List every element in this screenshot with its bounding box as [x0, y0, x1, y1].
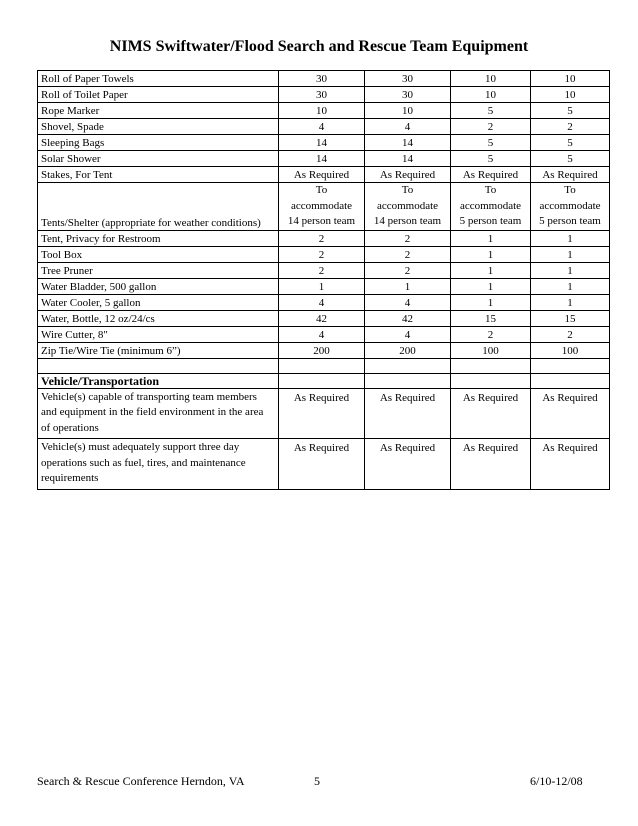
quantity-cell: 100 — [451, 342, 531, 358]
quantity-cell: 1 — [531, 230, 610, 246]
table-row — [38, 230, 610, 246]
quantity-cell: 42 — [279, 310, 365, 326]
quantity-cell: 2 — [451, 326, 531, 342]
quantity-cell: 30 — [279, 71, 365, 87]
quantity-cell: 1 — [531, 262, 610, 278]
quantity-cell — [451, 183, 531, 231]
quantity-cell: 2 — [279, 262, 365, 278]
blank-cell — [451, 358, 531, 373]
quantity-cell: 4 — [365, 294, 451, 310]
quantity-cell: 10 — [531, 87, 610, 103]
quantity-cell: 200 — [279, 342, 365, 358]
quantity-cell: 1 — [279, 278, 365, 294]
quantity-cell: 10 — [531, 71, 610, 87]
quantity-cell: 5 — [451, 135, 531, 151]
quantity-line: To — [401, 184, 414, 196]
quantity-line: accommodate — [376, 199, 439, 212]
quantity-cell: As Required — [365, 439, 451, 490]
quantity-cell: 1 — [451, 278, 531, 294]
quantity-line: accommodate — [539, 199, 601, 212]
quantity-cell: 10 — [451, 71, 531, 87]
quantity-line: To — [484, 184, 497, 196]
quantity-cell — [531, 183, 610, 231]
item-label: Shovel, Spade — [38, 119, 279, 135]
quantity-cell: 2 — [279, 230, 365, 246]
table-row — [38, 71, 610, 87]
item-label: Water Cooler, 5 gallon — [38, 294, 279, 310]
section-row — [38, 373, 610, 388]
item-label: Roll of Paper Towels — [38, 71, 279, 87]
item-label: Water Bladder, 500 gallon — [38, 278, 279, 294]
quantity-cell: 2 — [451, 119, 531, 135]
quantity-cell: 100 — [531, 342, 610, 358]
item-label: Wire Cutter, 8" — [38, 326, 279, 342]
table-row — [38, 342, 610, 358]
quantity-cell: 200 — [365, 342, 451, 358]
footer-conference: Search & Rescue Conference Herndon, VA — [37, 774, 245, 788]
quantity-cell: As Required — [531, 388, 610, 439]
quantity-cell: 1 — [451, 294, 531, 310]
quantity-cell: 10 — [279, 103, 365, 119]
quantity-line: 14 person team — [287, 215, 356, 227]
quantity-cell — [279, 183, 365, 231]
quantity-cell: 14 — [365, 135, 451, 151]
item-label: Water, Bottle, 12 oz/24/cs — [38, 310, 279, 326]
table-row — [38, 183, 610, 231]
quantity-cell: 1 — [531, 278, 610, 294]
quantity-cell: 2 — [365, 262, 451, 278]
quantity-line: 14 person team — [373, 215, 442, 227]
quantity-cell: As Required — [451, 439, 531, 490]
quantity-cell: 2 — [531, 326, 610, 342]
item-label: Tent, Privacy for Restroom — [38, 230, 279, 246]
blank-cell — [279, 358, 365, 373]
quantity-cell: 2 — [279, 246, 365, 262]
table-row — [38, 326, 610, 342]
footer-page-number: 5 — [314, 774, 320, 788]
quantity-cell: As Required — [365, 167, 451, 183]
table-row — [38, 119, 610, 135]
section-heading: Vehicle/Transportation — [38, 373, 279, 388]
item-label: Solar Shower — [38, 151, 279, 167]
blank-cell — [365, 358, 451, 373]
item-label: Tool Box — [38, 246, 279, 262]
quantity-cell: 14 — [279, 135, 365, 151]
quantity-cell: 4 — [365, 326, 451, 342]
blank-cell — [38, 358, 279, 373]
table-row — [38, 103, 610, 119]
blank-row — [38, 358, 610, 373]
quantity-cell: 2 — [365, 230, 451, 246]
quantity-cell: As Required — [279, 439, 365, 490]
quantity-cell: 1 — [365, 278, 451, 294]
quantity-cell — [365, 183, 451, 231]
table-row — [38, 310, 610, 326]
quantity-cell: As Required — [279, 167, 365, 183]
quantity-cell: 1 — [451, 246, 531, 262]
quantity-cell: 4 — [279, 294, 365, 310]
table-row — [38, 439, 610, 490]
quantity-cell: As Required — [451, 388, 531, 439]
quantity-cell: 14 — [365, 151, 451, 167]
quantity-cell: As Required — [531, 439, 610, 490]
quantity-cell: 30 — [365, 71, 451, 87]
quantity-cell: 5 — [451, 151, 531, 167]
quantity-cell: 4 — [279, 119, 365, 135]
quantity-cell: 4 — [365, 119, 451, 135]
blank-cell — [279, 373, 365, 388]
quantity-cell: 10 — [365, 103, 451, 119]
table-row — [38, 278, 610, 294]
vehicle-requirement-label: Vehicle(s) must adequately support three day operations such as fuel, tires, and maintenance requirements — [38, 439, 279, 490]
item-label: Rope Marker — [38, 103, 279, 119]
table-row — [38, 167, 610, 183]
quantity-cell: As Required — [531, 167, 610, 183]
item-label: Zip Tie/Wire Tie (minimum 6”) — [38, 342, 279, 358]
quantity-cell: 1 — [531, 294, 610, 310]
quantity-cell: As Required — [365, 388, 451, 439]
quantity-cell: 4 — [279, 326, 365, 342]
quantity-line: To — [564, 184, 576, 196]
quantity-cell: 5 — [451, 103, 531, 119]
footer-date: 6/10-12/08 — [530, 774, 583, 788]
item-label: Roll of Toilet Paper — [38, 87, 279, 103]
quantity-cell: 5 — [531, 135, 610, 151]
quantity-line: accommodate — [290, 199, 353, 212]
table-row — [38, 262, 610, 278]
blank-cell — [531, 358, 610, 373]
blank-cell — [365, 373, 451, 388]
blank-cell — [531, 373, 610, 388]
quantity-cell: As Required — [451, 167, 531, 183]
quantity-cell: 1 — [451, 230, 531, 246]
document-title: NIMS Swiftwater/Flood Search and Rescue Team Equipment — [109, 38, 529, 55]
vehicle-requirement-label: Vehicle(s) capable of transporting team members and equipment in the field environment in the area of operations — [38, 388, 279, 439]
table-row — [38, 294, 610, 310]
item-label: Sleeping Bags — [38, 135, 279, 151]
quantity-cell: 15 — [531, 310, 610, 326]
quantity-cell: 2 — [531, 119, 610, 135]
quantity-cell: 30 — [365, 87, 451, 103]
quantity-line: accommodate — [459, 199, 522, 212]
quantity-cell: 5 — [531, 151, 610, 167]
blank-cell — [451, 373, 531, 388]
quantity-line: To — [315, 184, 328, 196]
table-row — [38, 388, 610, 439]
quantity-cell: 15 — [451, 310, 531, 326]
quantity-cell: 10 — [451, 87, 531, 103]
quantity-cell: 42 — [365, 310, 451, 326]
quantity-line: 5 person team — [539, 215, 601, 227]
item-label: Tents/Shelter (appropriate for weather conditions) — [38, 183, 279, 231]
item-label: Tree Pruner — [38, 262, 279, 278]
quantity-cell: 30 — [279, 87, 365, 103]
quantity-line: 5 person team — [459, 215, 522, 227]
equipment-table — [37, 70, 610, 490]
item-label: Stakes, For Tent — [38, 167, 279, 183]
quantity-cell: 2 — [365, 246, 451, 262]
table-row — [38, 87, 610, 103]
quantity-cell: 1 — [451, 262, 531, 278]
quantity-cell: 14 — [279, 151, 365, 167]
table-row — [38, 246, 610, 262]
quantity-cell: 5 — [531, 103, 610, 119]
table-row — [38, 135, 610, 151]
quantity-cell: 1 — [531, 246, 610, 262]
table-row — [38, 151, 610, 167]
quantity-cell: As Required — [279, 388, 365, 439]
